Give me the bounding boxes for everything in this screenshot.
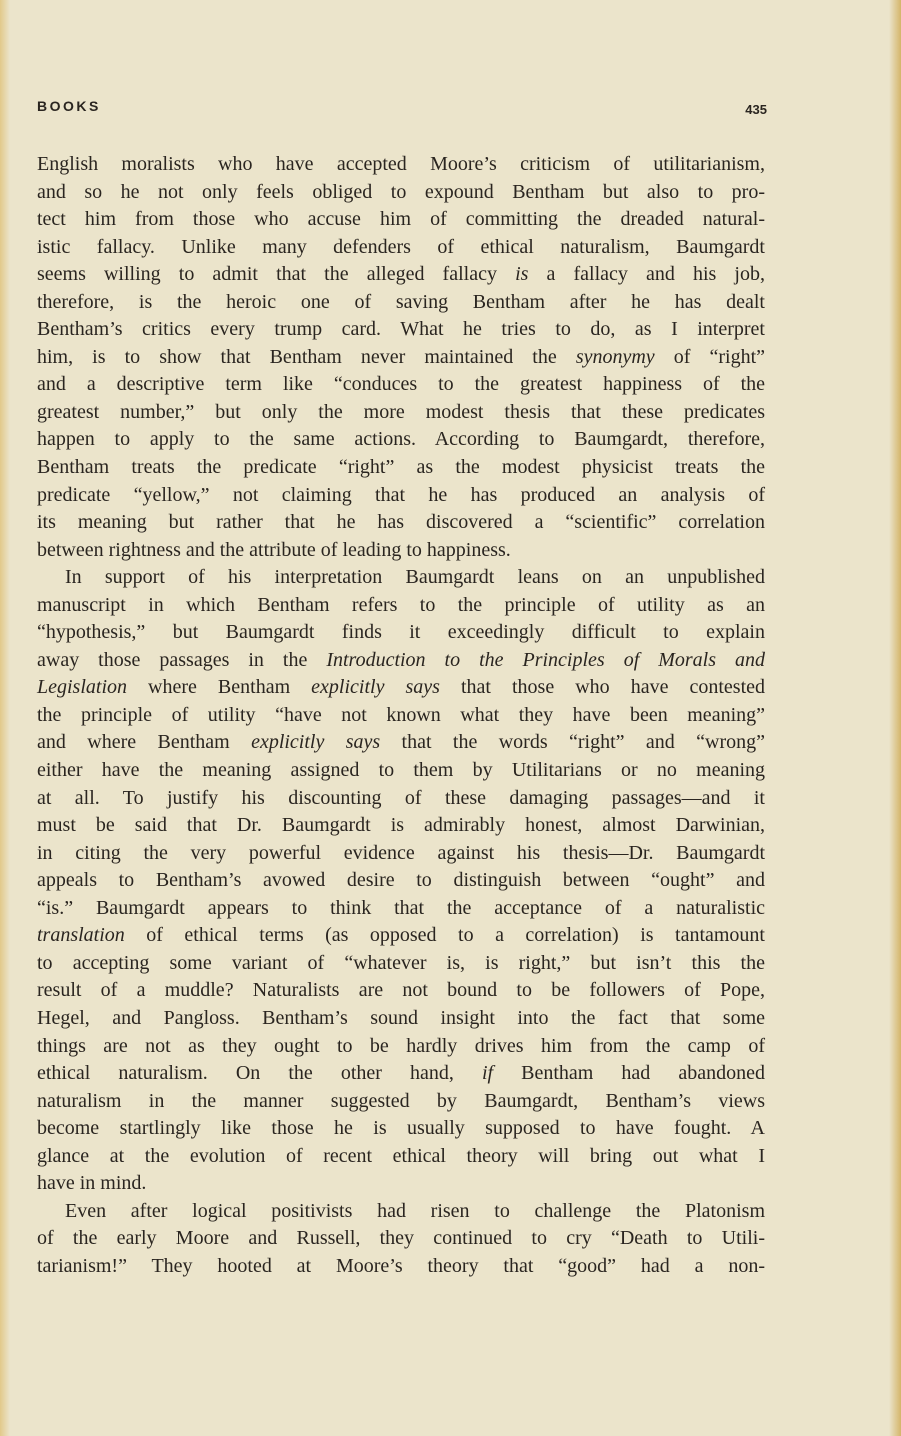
text-line: glance at the evolution of recent ethical theory will bring out what I [37, 1144, 765, 1167]
text-line: ethical naturalism. On the other hand, if Bentham had abandoned [37, 1062, 766, 1085]
body-text [37, 151, 765, 1280]
text-line: away those passages in the Introduction to the Principles of Morals and [37, 648, 765, 671]
running-head: BOOKS [37, 98, 101, 114]
text-line: things are not as they ought to be hardly drives him from the camp of [37, 1034, 765, 1057]
text-line: and so he not only feels obliged to expound Bentham but also to pro- [37, 180, 765, 203]
text-line: must be said that Dr. Baumgardt is admirably honest, almost Darwinian, [37, 814, 765, 837]
text-line: the principle of utility “have not known what they have been meaning” [37, 703, 765, 726]
text-line: between rightness and the attribute of leading to happiness. [37, 538, 511, 561]
text-line: therefore, is the heroic one of saving Bentham after he has dealt [37, 290, 765, 313]
page-edge-left [0, 0, 10, 1436]
text-line: istic fallacy. Unlike many defenders of ethical naturalism, Baumgardt [37, 235, 765, 258]
page-edge-right [889, 0, 901, 1436]
text-line: result of a muddle? Naturalists are not bound to be followers of Pope, [37, 979, 765, 1002]
text-line: at all. To justify his discounting of these damaging passages—and it [37, 786, 765, 809]
text-line: happen to apply to the same actions. According to Baumgardt, therefore, [37, 428, 765, 451]
text-line: Bentham treats the predicate “right” as the modest physicist treats the [37, 456, 765, 479]
text-line: become startlingly like those he is usually supposed to have fought. A [37, 1117, 765, 1140]
text-line: In support of his interpretation Baumgardt leans on an unpublished [65, 566, 765, 589]
text-line: to accepting some variant of “whatever is, is right,” but isn’t this the [37, 951, 765, 974]
text-line: Hegel, and Pangloss. Bentham’s sound insight into the fact that some [37, 1006, 765, 1029]
text-line: of the early Moore and Russell, they continued to cry “Death to Utili- [37, 1227, 765, 1250]
text-line: tarianism!” They hooted at Moore’s theory that “good” had a non- [37, 1254, 765, 1277]
text-line: its meaning but rather that he has discovered a “scientific” correlation [37, 511, 765, 534]
text-line: appeals to Bentham’s avowed desire to distinguish between “ought” and [37, 869, 765, 892]
page-number: 435 [745, 102, 767, 117]
page-header [37, 98, 767, 122]
text-line: greatest number,” but only the more modest thesis that these predicates [37, 400, 765, 423]
text-line: Legislation where Bentham explicitly says that those who have contested [37, 676, 765, 699]
text-line: and a descriptive term like “conduces to the greatest happiness of the [37, 373, 765, 396]
text-line: seems willing to admit that the alleged fallacy is a fallacy and his job, [37, 263, 765, 286]
text-line: “is.” Baumgardt appears to think that the acceptance of a naturalistic [37, 896, 765, 919]
text-line: English moralists who have accepted Moore’s criticism of utilitarianism, [37, 153, 765, 175]
text-line: predicate “yellow,” not claiming that he has produced an analysis of [37, 483, 765, 506]
text-line: and where Bentham explicitly says that the words “right” and “wrong” [37, 731, 765, 754]
text-line: either have the meaning assigned to them by Utilitarians or no meaning [37, 759, 765, 782]
text-line: naturalism in the manner suggested by Baumgardt, Bentham’s views [37, 1089, 765, 1112]
text-line: “hypothesis,” but Baumgardt finds it exceedingly difficult to explain [37, 621, 765, 644]
text-line: Even after logical positivists had risen to challenge the Platonism [65, 1199, 765, 1222]
text-line: in citing the very powerful evidence against his thesis—Dr. Baumgardt [37, 841, 765, 864]
text-line: him, is to show that Bentham never maintained the synonymy of “right” [37, 345, 766, 368]
text-line: translation of ethical terms (as opposed to a correlation) is tantamount [37, 924, 765, 947]
text-line: tect him from those who accuse him of committing the dreaded natural- [37, 208, 765, 231]
text-line: manuscript in which Bentham refers to the principle of utility as an [37, 593, 765, 616]
text-line: Bentham’s critics every trump card. What he tries to do, as I interpret [37, 318, 765, 341]
text-line: have in mind. [37, 1172, 147, 1195]
